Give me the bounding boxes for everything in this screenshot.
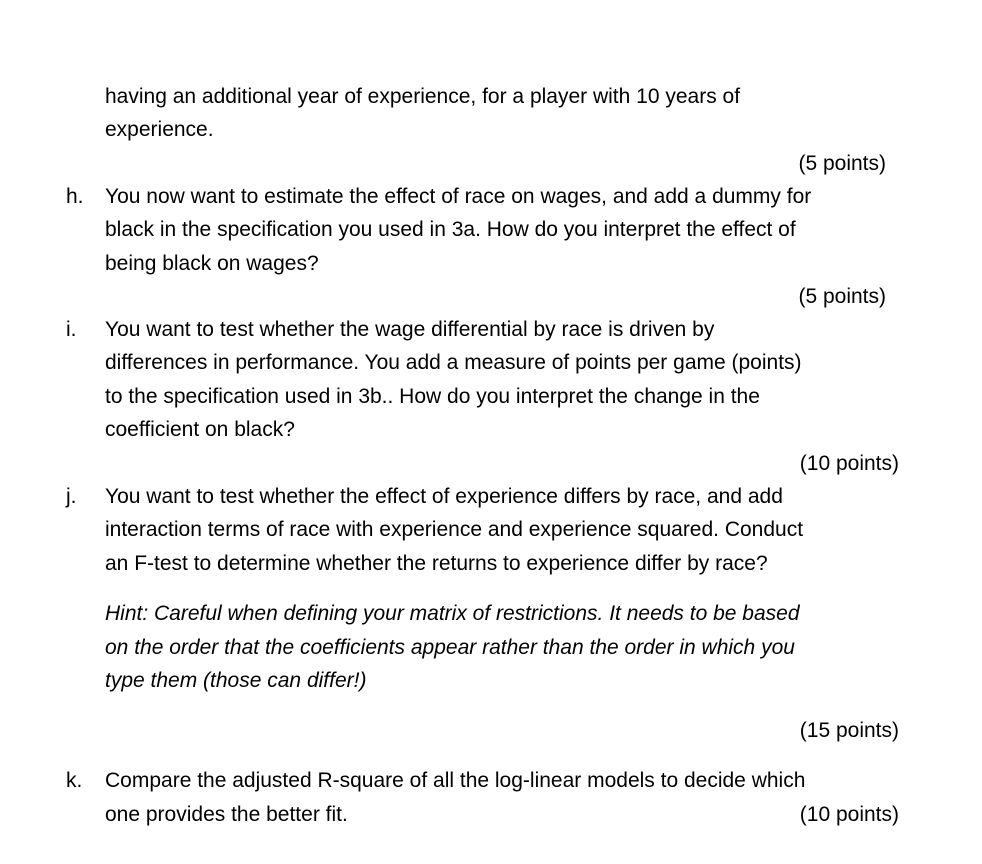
item-marker: i. [66, 318, 77, 341]
points-label: (10 points) [799, 803, 899, 826]
text-line: Compare the adjusted R-square of all the log-linear models to decide which [105, 769, 806, 792]
text-line: black in the specification you used in 3a. How do you interpret the effect of [105, 218, 796, 241]
text-line: experience. [105, 118, 214, 141]
item-marker: h. [66, 185, 84, 208]
points-label: (5 points) [798, 152, 886, 175]
hint-line: on the order that the coefficients appear rather than the order in which you [105, 636, 795, 659]
points-label: (5 points) [798, 285, 886, 308]
text-line: You want to test whether the wage differential by race is driven by [105, 318, 715, 341]
item-marker: j. [66, 485, 77, 508]
text-line: having an additional year of experience, for a player with 10 years of [105, 85, 741, 108]
text-line: an F-test to determine whether the returns to experience differ by race? [105, 552, 768, 575]
text-line: differences in performance. You add a measure of points per game (points) [105, 351, 802, 374]
points-label: (10 points) [799, 452, 899, 475]
points-label: (15 points) [799, 719, 899, 742]
text-line: one provides the better fit. [105, 803, 348, 826]
text-line: coefficient on black? [105, 418, 295, 441]
hint-line: Hint: Careful when defining your matrix of restrictions. It needs to be based [105, 602, 800, 625]
text-line: You want to test whether the effect of experience differs by race, and add [105, 485, 783, 508]
item-marker: k. [66, 769, 83, 792]
text-line: You now want to estimate the effect of race on wages, and add a dummy for [105, 185, 812, 208]
text-line: interaction terms of race with experience and experience squared. Conduct [105, 518, 804, 541]
hint-line: type them (those can differ!) [105, 669, 367, 692]
text-line: being black on wages? [105, 252, 319, 275]
text-line: to the specification used in 3b.. How do you interpret the change in the [105, 385, 760, 408]
